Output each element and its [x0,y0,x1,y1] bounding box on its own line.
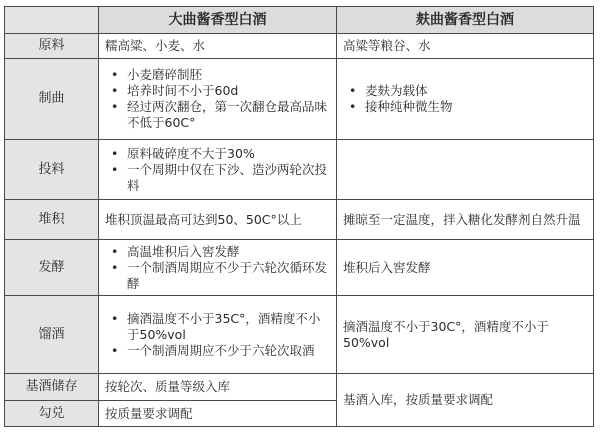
row-label-fermentation: 发酵 [5,240,99,296]
row-label-raw-materials: 原料 [5,34,99,59]
table-row-fermentation [5,240,594,296]
cell-fuqu-raw-materials: 高粱等粮谷、水 [337,34,594,59]
bullet-item: • 一个周期中仅在下沙、造沙两轮次投料 [109,162,330,194]
bullet-list [105,311,330,359]
table-row-feeding [5,140,594,200]
cell-daqu-fermentation [99,240,337,296]
table-row-stacking [5,200,594,240]
table-row-distillation [5,296,594,374]
row-label-stacking: 堆积 [5,200,99,240]
bullet-item: • 高温堆积后入窖发酵 [109,244,330,260]
table-row-raw-materials [5,34,594,59]
row-label-base-storage: 基酒储存 [5,374,99,401]
cell-fuqu-fermentation: 堆积后入窖发酵 [337,240,594,296]
table-row-base-storage [5,374,594,401]
bullet-item: • 接种纯种微生物 [347,99,587,115]
header-corner-cell [5,7,99,34]
bullet-item: • 小麦磨碎制胚 [109,67,330,83]
cell-fuqu-storage-blending: 基酒入库，按质量要求调配 [337,374,594,427]
header-fuqu: 麸曲酱香型白酒 [337,7,594,34]
bullet-item: • 一个制酒周期应不少于六轮次循环发酵 [109,260,330,292]
bullet-list [343,83,587,115]
cell-daqu-feeding [99,140,337,200]
cell-fuqu-stacking: 摊晾至一定温度，拌入糖化发酵剂自然升温 [337,200,594,240]
header-row [5,7,594,34]
cell-fuqu-koji-making [337,59,594,140]
row-label-distillation: 馏酒 [5,296,99,374]
bullet-list [105,146,330,194]
baijiu-comparison-table [4,6,594,427]
bullet-item: • 原料破碎度不大于30% [109,146,330,162]
bullet-item: • 培养时间不小于60d [109,83,330,99]
cell-fuqu-feeding [337,140,594,200]
row-label-blending: 勾兑 [5,401,99,427]
header-daqu: 大曲酱香型白酒 [99,7,337,34]
row-label-koji-making: 制曲 [5,59,99,140]
row-label-feeding: 投料 [5,140,99,200]
bullet-list [105,67,330,131]
bullet-item: • 摘酒温度不小于35C°，酒精度不小于50%vol [109,311,330,343]
cell-daqu-stacking: 堆积顶温最高可达到50、50C°以上 [99,200,337,240]
cell-daqu-base-storage: 按轮次、质量等级入库 [99,374,337,401]
cell-daqu-koji-making [99,59,337,140]
bullet-item: • 麦麸为载体 [347,83,587,99]
cell-daqu-distillation [99,296,337,374]
comparison-table-container [4,6,594,427]
bullet-list [105,244,330,292]
cell-daqu-blending: 按质量要求调配 [99,401,337,427]
cell-daqu-raw-materials: 糯高粱、小麦、水 [99,34,337,59]
bullet-item: • 一个制酒周期应不少于六轮次取酒 [109,343,330,359]
bullet-item: • 经过两次翻仓，第一次翻仓最高品味不低于60C° [109,99,330,131]
cell-fuqu-distillation: 摘酒温度不小于30C°，酒精度不小于50%vol [337,296,594,374]
table-row-koji-making [5,59,594,140]
